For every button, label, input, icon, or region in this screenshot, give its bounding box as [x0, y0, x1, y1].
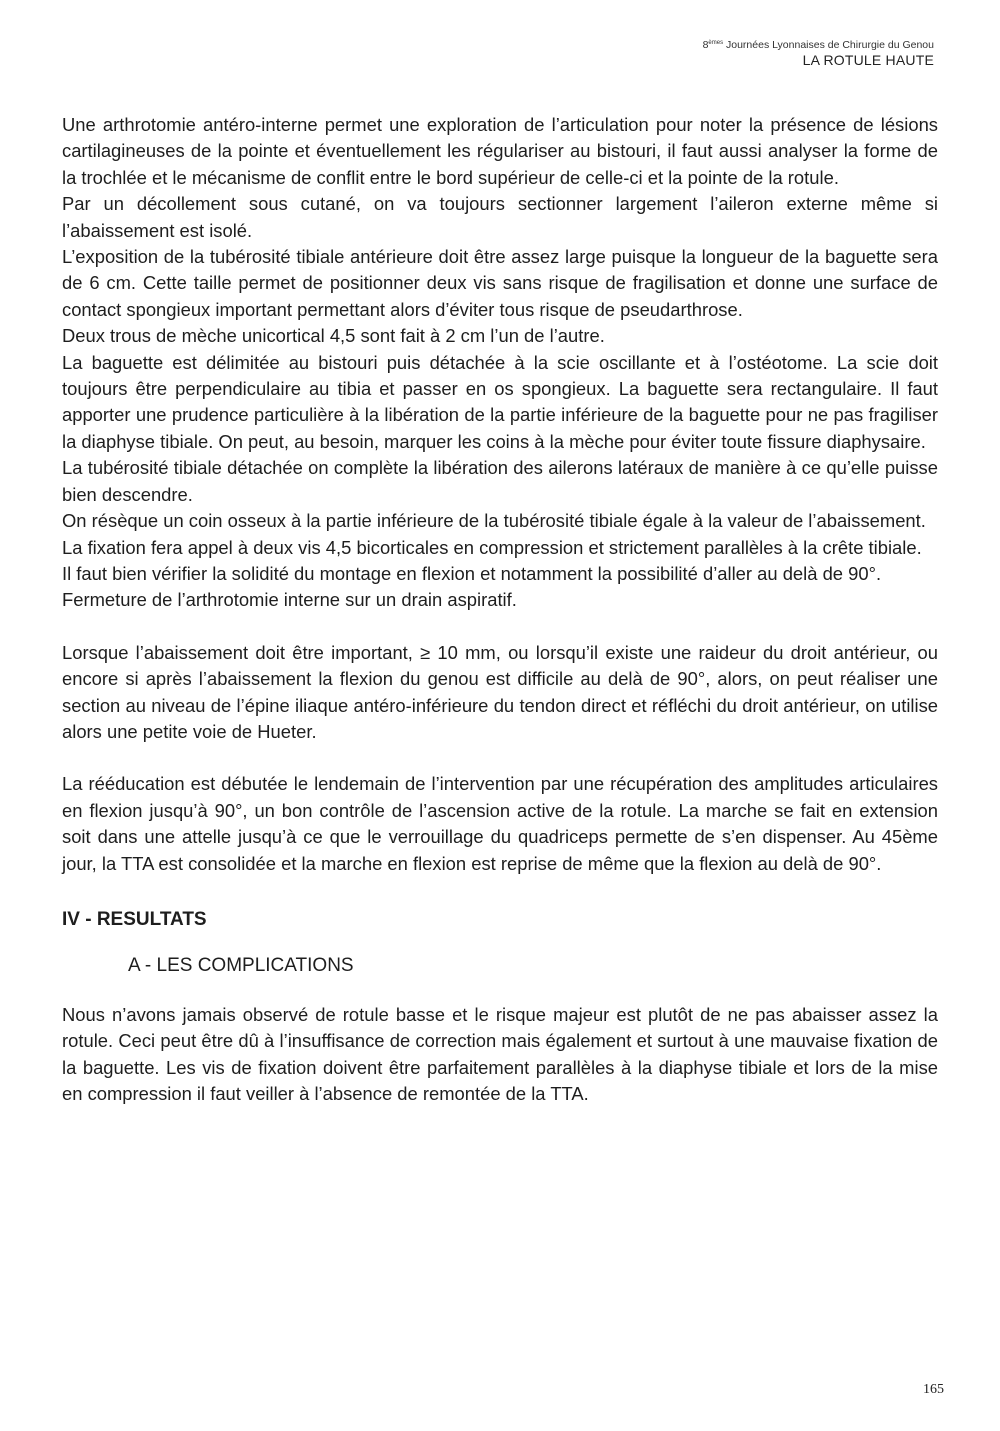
conference-line [703, 36, 934, 52]
conference-name: Journées Lyonnaises de Chirurgie du Genou [723, 39, 934, 51]
paragraph-verification: Il faut bien vérifier la solidité du montage en flexion et notamment la possibilité d’aller au delà de 90°. [62, 562, 882, 584]
conference-ordinal-suffix: èmes [708, 40, 724, 46]
paragraph-complications: Nous n’avons jamais observé de rotule basse et le risque majeur est plutôt de ne pas abaisser assez la rotule. Ceci peut être dû à l’insuffisance de correction mais également et surtout à une mauvaise fixation de la baguette. Les vis de fixation doivent être parfaitement parallèles à la diaphyse tibiale et lors de la mise en compression il faut veiller à l’absence de remontée de la TTA. [62, 1003, 938, 1104]
running-header [703, 36, 934, 69]
paragraph-hueter: Lorsque l’abaissement doit être important, ≥ 10 mm, ou lorsqu’il existe une raideur du droit antérieur, ou encore si après l’abaissement la flexion du genou est difficile au delà de 90°, alors, on peut réaliser une section au niveau de l’épine iliaque antéro-inférieure du tendon direct et réfléchi du droit antérieur, on utilise alors une petite voie de Hueter. [62, 641, 938, 742]
paragraph-trous-meche: Deux trous de mèche unicortical 4,5 sont fait à 2 cm l’un de l’autre. [62, 325, 605, 347]
paragraph-exposition: L’exposition de la tubérosité tibiale antérieure doit être assez large puisque la longueur de la baguette sera de 6 cm. Cette taille permet de positionner deux vis sans risque de fragilisation et donne une surface de contact spongieux important permettant alors d’éviter tous risque de pseudarthrose. [62, 246, 938, 320]
paragraph-reeducation: La rééducation est débutée le lendemain de l’intervention par une récupération des amplitudes articulaires en flexion jusqu’à 90°, un bon contrôle de l’ascension active de la rotule. La marche se fait en extension soit dans une attelle jusqu’à ce que le verrouillage du quadriceps permette de s’en dispenser. Au 45ème jour, la TTA est consolidée et la marche en flexion est reprise de même que la flexion au delà de 90°. [62, 773, 938, 874]
paragraph-gap [62, 877, 938, 903]
body-text [62, 112, 938, 1107]
paragraph-baguette: La baguette est délimitée au bistouri puis détachée à la scie oscillante et à l’ostéotome. La scie doit toujours être perpendiculaire au tibia et passer en os spongieux. La baguette sera rectangulaire. Il faut apporter une prudence particulière à la libération de la partie inférieure de la baguette pour ne pas fragiliser la diaphyse tibiale. On peut, au besoin, marquer les coins à la mèche pour éviter toute fissure diaphysaire. [62, 351, 938, 452]
conference-ordinal: 8 [702, 39, 709, 51]
paragraph-coin-osseux: On résèque un coin osseux à la partie inférieure de la tubérosité tibiale égale à la valeur de l’abaissement. [62, 510, 926, 532]
chapter-title: LA ROTULE HAUTE [802, 52, 934, 68]
paragraph-gap [62, 745, 938, 771]
paragraph-gap [62, 614, 938, 640]
paragraph-fermeture: Fermeture de l’arthrotomie interne sur un drain aspiratif. [62, 589, 517, 611]
subsection-title: A - LES COMPLICATIONS [128, 955, 354, 977]
paragraph-decollement: Par un décollement sous cutané, on va toujours sectionner largement l’aileron externe même si l’abaissement est isolé. [62, 193, 938, 241]
paragraph-arthrotomie: Une arthrotomie antéro-interne permet une exploration de l’articulation pour noter la présence de lésions cartilagineuses de la pointe et éventuellement les régulariser au bistouri, il faut aussi analyser la forme de la trochlée et le mécanisme de conflit entre le bord supérieur de celle-ci et la pointe de la rotule. [62, 114, 938, 188]
section-title: IV - RESULTATS [62, 908, 207, 930]
page-number: 165 [923, 1382, 944, 1397]
paragraph-fixation: La fixation fera appel à deux vis 4,5 bicorticales en compression et strictement parallèles à la crête tibiale. [62, 536, 922, 558]
paragraph-tuberosite: La tubérosité tibiale détachée on complète la libération des ailerons latéraux de manière à ce qu’elle puisse bien descendre. [62, 457, 938, 505]
